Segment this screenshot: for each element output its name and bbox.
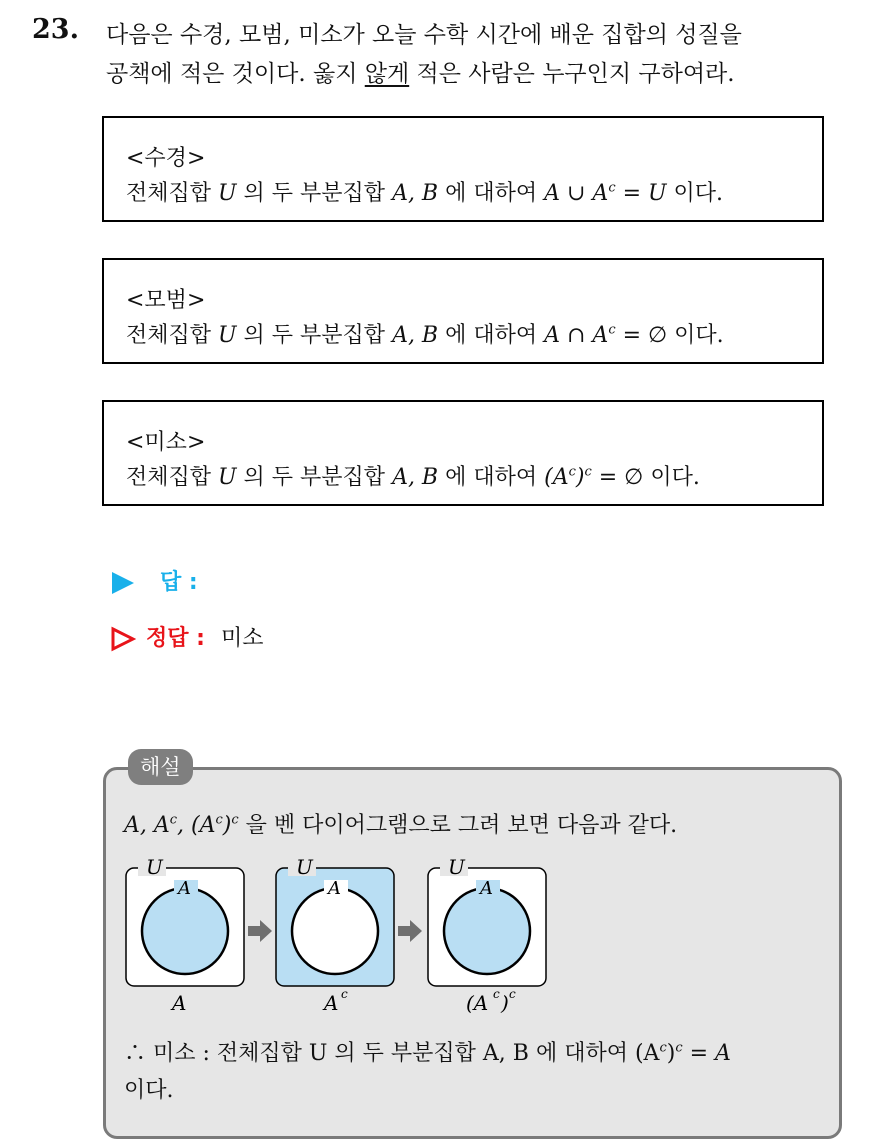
text-part: 을 벤 다이어그램으로 그려 보면 다음과 같다. (238, 813, 678, 838)
venn-caption: A (172, 991, 187, 1015)
superscript: c (608, 180, 616, 196)
statement-box-sugyeong (102, 116, 824, 222)
text-part: 의 두 부분집합 (236, 465, 393, 490)
math-var: A, B (392, 323, 439, 348)
answer-label: 답 : (160, 570, 198, 595)
venn-caption: (A (466, 991, 489, 1015)
question-line-1: 다음은 수경, 모범, 미소가 오늘 수학 시간에 배운 집합의 성질을 (106, 22, 742, 48)
caption-close-paren: ) (501, 991, 509, 1015)
math-var: A, B (392, 181, 439, 206)
question-underlined-word: 않게 (364, 61, 410, 87)
universe-label: U (448, 855, 465, 879)
venn-diagrams (120, 850, 560, 1025)
universe-label: U (296, 855, 313, 879)
set-label: A (178, 878, 191, 899)
math-var: U (218, 323, 237, 348)
text-part: = (682, 1041, 716, 1066)
statement-name: <미소> (126, 430, 206, 455)
right-arrow-icon (398, 920, 422, 942)
set-label: A (480, 878, 493, 899)
superscript: c (584, 464, 592, 480)
empty-set-symbol: ∅ (648, 323, 668, 348)
universe-label: U (146, 855, 163, 879)
math-expr: A ∩ A (544, 323, 609, 348)
venn-diagram-a-complement (276, 855, 394, 1015)
text-part: 의 두 부분집합 (236, 181, 393, 206)
text-part: = (591, 465, 625, 490)
superscript: c (608, 322, 616, 338)
question-line-2-post: 적은 사람은 누구인지 구하여라. (409, 61, 735, 87)
superscript: c (568, 464, 576, 480)
caption-superscript: c (341, 987, 348, 1001)
statement-name: <모범> (126, 288, 206, 313)
math-var: A, B (392, 465, 439, 490)
text-part: ) (666, 1041, 676, 1066)
explanation-conclusion (124, 1036, 731, 1067)
statement-box-mobeom (102, 258, 824, 364)
superscript: c (169, 812, 178, 828)
text-part: ∴ 미소 : 전체집합 U 의 두 부분집합 A, B 에 대하여 (A (124, 1041, 660, 1066)
text-part: 이다. (666, 181, 724, 206)
question-line-2 (106, 55, 735, 88)
text-part: 이다. (667, 323, 724, 348)
question-number: 23. (32, 14, 79, 45)
statement-text (126, 460, 700, 491)
math-expr: , (A (177, 813, 216, 838)
venn-diagram-a (126, 855, 244, 1015)
outline-triangle-icon (110, 626, 136, 652)
math-expr: ) (575, 465, 585, 490)
math-var: U (218, 465, 237, 490)
math-expr: A ∪ A (544, 181, 609, 206)
text-part: 에 대하여 (438, 465, 545, 490)
text-part: 에 대하여 (438, 181, 545, 206)
text-part: 전체집합 (126, 181, 219, 206)
explanation-line-1 (124, 808, 677, 839)
play-triangle-icon (110, 570, 136, 596)
venn-caption: A (324, 991, 339, 1015)
math-expr: A, A (124, 813, 170, 838)
venn-diagram-double-complement (428, 855, 546, 1015)
correct-answer-label: 정답 : (146, 626, 205, 651)
math-expr: ) (222, 813, 232, 838)
text-part: 전체집합 (126, 465, 219, 490)
text-part: 전체집합 (126, 323, 219, 348)
superscript: c (659, 1040, 667, 1056)
right-arrow-icon (248, 920, 272, 942)
superscript: c (231, 812, 239, 828)
statement-box-miso (102, 400, 824, 506)
text-part: 에 대하여 (438, 323, 545, 348)
explanation-conclusion-end: 이다. (124, 1078, 174, 1103)
answer-row (110, 565, 198, 596)
empty-set-symbol: ∅ (624, 465, 644, 490)
math-expr: (A (544, 465, 569, 490)
set-label: A (328, 878, 341, 899)
superscript: c (675, 1040, 683, 1056)
text-part: = (615, 323, 649, 348)
caption-superscript: c (509, 987, 516, 1001)
question-line-2-pre: 공책에 적은 것이다. 옳지 (106, 61, 365, 87)
superscript: c (215, 812, 223, 828)
text-part: 이다. (643, 465, 700, 490)
explanation-tab: 해설 (128, 749, 193, 785)
text-part: = (615, 181, 649, 206)
statement-text (126, 176, 723, 207)
math-var: U (648, 181, 667, 206)
correct-answer-row (110, 621, 263, 652)
math-var: U (218, 181, 237, 206)
caption-superscript: c (493, 987, 500, 1001)
statement-text (126, 318, 724, 349)
statement-name: <수경> (126, 146, 206, 171)
math-var: A (715, 1041, 731, 1066)
text-part: 의 두 부분집합 (236, 323, 393, 348)
correct-answer-value: 미소 (220, 626, 264, 651)
